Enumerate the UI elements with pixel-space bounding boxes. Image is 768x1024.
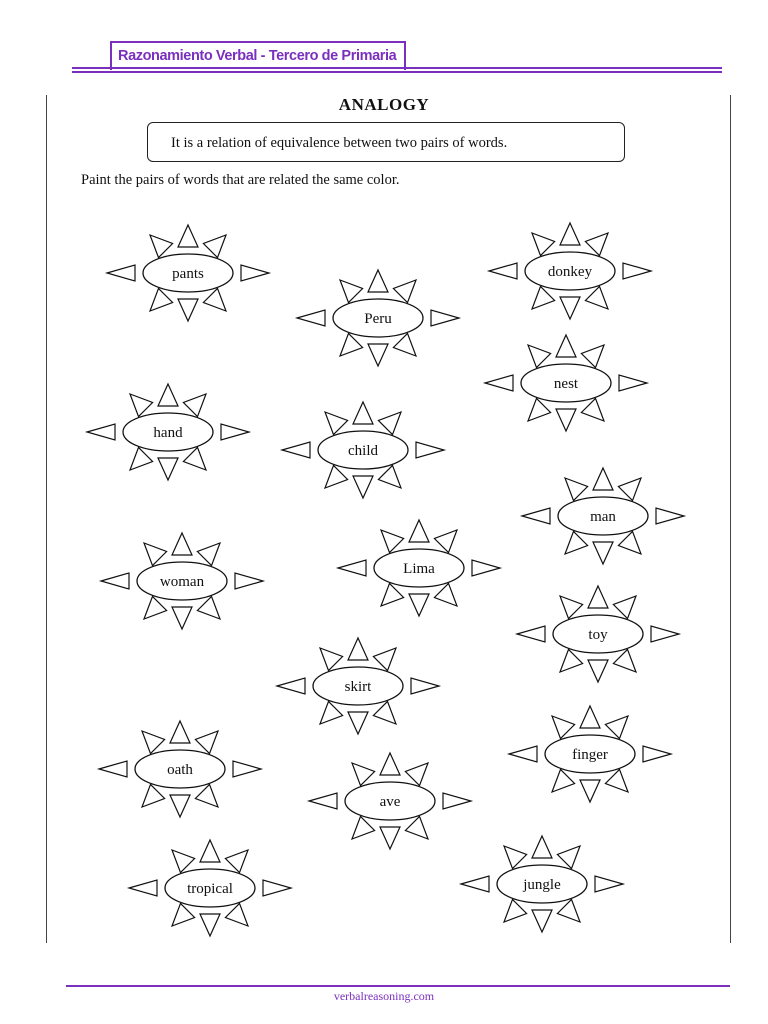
sun-ray-triangle bbox=[532, 836, 552, 858]
sun-word-figure[interactable] bbox=[517, 586, 679, 682]
sun-ray-triangle bbox=[552, 769, 575, 792]
sun-ray-triangle bbox=[158, 458, 178, 480]
sun-ray-triangle bbox=[197, 596, 220, 619]
sun-ray-triangle bbox=[178, 299, 198, 321]
sun-ray-triangle bbox=[373, 648, 396, 671]
sun-ray-triangle bbox=[504, 899, 527, 922]
sun-ray-triangle bbox=[585, 286, 608, 309]
sun-ray-triangle bbox=[378, 412, 401, 435]
sun-ray-triangle bbox=[130, 394, 153, 417]
sun-ray-triangle bbox=[368, 270, 388, 292]
sun-word-label: hand bbox=[153, 425, 183, 441]
sun-ray-triangle bbox=[656, 508, 684, 524]
sun-ray-triangle bbox=[348, 712, 368, 734]
sun-ray-triangle bbox=[142, 731, 165, 754]
sun-ray-triangle bbox=[509, 746, 537, 762]
sun-ray-triangle bbox=[532, 286, 555, 309]
sun-ray-triangle bbox=[172, 607, 192, 629]
sun-word-figure[interactable] bbox=[509, 706, 671, 802]
sun-ray-triangle bbox=[197, 543, 220, 566]
sun-ray-triangle bbox=[130, 447, 153, 470]
sun-ray-triangle bbox=[309, 793, 337, 809]
sun-ray-triangle bbox=[588, 586, 608, 608]
sun-ray-triangle bbox=[183, 447, 206, 470]
sun-ray-triangle bbox=[411, 678, 439, 694]
sun-ray-triangle bbox=[552, 716, 575, 739]
sun-ray-triangle bbox=[461, 876, 489, 892]
sun-ray-triangle bbox=[380, 827, 400, 849]
sun-ray-triangle bbox=[613, 596, 636, 619]
sun-ray-triangle bbox=[178, 225, 198, 247]
sun-ray-triangle bbox=[282, 442, 310, 458]
sun-ray-triangle bbox=[416, 442, 444, 458]
sun-ray-triangle bbox=[150, 288, 173, 311]
sun-ray-triangle bbox=[595, 876, 623, 892]
sun-ray-triangle bbox=[605, 716, 628, 739]
sun-word-label: child bbox=[348, 443, 378, 459]
sun-ray-triangle bbox=[200, 914, 220, 936]
sun-word-label: pants bbox=[172, 266, 204, 282]
sun-ray-triangle bbox=[556, 409, 576, 431]
sun-word-label: finger bbox=[572, 747, 608, 763]
sun-ray-triangle bbox=[593, 542, 613, 564]
sun-ray-triangle bbox=[221, 424, 249, 440]
sun-word-figure[interactable] bbox=[522, 468, 684, 564]
sun-ray-triangle bbox=[101, 573, 129, 589]
sun-ray-triangle bbox=[235, 573, 263, 589]
sun-ray-triangle bbox=[195, 731, 218, 754]
sun-ray-triangle bbox=[225, 903, 248, 926]
sun-ray-triangle bbox=[528, 398, 551, 421]
instruction-text: Paint the pairs of words that are related the same color. bbox=[81, 172, 400, 188]
sun-ray-triangle bbox=[203, 235, 226, 258]
sun-ray-triangle bbox=[605, 769, 628, 792]
sun-word-figure[interactable] bbox=[309, 753, 471, 849]
sun-ray-triangle bbox=[560, 223, 580, 245]
sun-ray-triangle bbox=[170, 721, 190, 743]
definition-text: It is a relation of equivalence between two pairs of words. bbox=[171, 135, 508, 151]
sun-ray-triangle bbox=[560, 596, 583, 619]
worksheet-title: ANALOGY bbox=[338, 95, 430, 114]
sun-ray-triangle bbox=[409, 594, 429, 616]
sun-ray-triangle bbox=[393, 280, 416, 303]
sun-ray-triangle bbox=[144, 596, 167, 619]
sun-ray-triangle bbox=[183, 394, 206, 417]
sun-word-figure[interactable] bbox=[461, 836, 623, 932]
sun-ray-triangle bbox=[593, 468, 613, 490]
sun-ray-triangle bbox=[144, 543, 167, 566]
footer-rule bbox=[66, 985, 730, 987]
sun-ray-triangle bbox=[431, 310, 459, 326]
sun-word-label: Peru bbox=[364, 311, 392, 327]
sun-word-label: oath bbox=[167, 762, 193, 778]
sun-ray-triangle bbox=[618, 531, 641, 554]
sun-ray-triangle bbox=[325, 412, 348, 435]
sun-ray-triangle bbox=[225, 850, 248, 873]
sun-ray-triangle bbox=[565, 531, 588, 554]
sun-ray-triangle bbox=[532, 233, 555, 256]
sun-ray-triangle bbox=[172, 533, 192, 555]
sun-ray-triangle bbox=[580, 706, 600, 728]
sun-ray-triangle bbox=[352, 816, 375, 839]
sun-ray-triangle bbox=[504, 846, 527, 869]
sun-ray-triangle bbox=[434, 530, 457, 553]
sun-word-figure[interactable] bbox=[101, 533, 263, 629]
sun-ray-triangle bbox=[325, 465, 348, 488]
sun-ray-triangle bbox=[381, 530, 404, 553]
sun-ray-triangle bbox=[393, 333, 416, 356]
sun-ray-triangle bbox=[195, 784, 218, 807]
sun-ray-triangle bbox=[588, 660, 608, 682]
sun-ray-triangle bbox=[623, 263, 651, 279]
sun-ray-triangle bbox=[560, 297, 580, 319]
sun-ray-triangle bbox=[528, 345, 551, 368]
sun-ray-triangle bbox=[353, 402, 373, 424]
sun-ray-triangle bbox=[277, 678, 305, 694]
sun-ray-triangle bbox=[263, 880, 291, 896]
sun-ray-triangle bbox=[643, 746, 671, 762]
sun-ray-triangle bbox=[581, 345, 604, 368]
sun-ray-triangle bbox=[405, 816, 428, 839]
sun-ray-triangle bbox=[340, 280, 363, 303]
sun-ray-triangle bbox=[129, 880, 157, 896]
sun-word-figure[interactable] bbox=[87, 384, 249, 480]
sun-ray-triangle bbox=[522, 508, 550, 524]
sun-ray-triangle bbox=[99, 761, 127, 777]
sun-word-label: Lima bbox=[403, 561, 435, 577]
sun-word-label: nest bbox=[553, 376, 579, 392]
sun-ray-triangle bbox=[517, 626, 545, 642]
sun-ray-triangle bbox=[348, 638, 368, 660]
sun-word-label: jungle bbox=[523, 877, 561, 893]
sun-ray-triangle bbox=[409, 520, 429, 542]
sun-ray-triangle bbox=[172, 850, 195, 873]
sun-ray-triangle bbox=[581, 398, 604, 421]
sun-ray-triangle bbox=[158, 384, 178, 406]
footer-website-link[interactable]: verbalreasoning.com bbox=[333, 989, 435, 1003]
sun-ray-triangle bbox=[352, 763, 375, 786]
sun-ray-triangle bbox=[170, 795, 190, 817]
sun-word-figure[interactable] bbox=[297, 270, 459, 366]
sun-ray-triangle bbox=[320, 701, 343, 724]
sun-ray-triangle bbox=[340, 333, 363, 356]
sun-ray-triangle bbox=[373, 701, 396, 724]
sun-word-label: woman bbox=[159, 574, 205, 590]
sun-word-label: man bbox=[590, 509, 616, 525]
sun-ray-triangle bbox=[107, 265, 135, 281]
sun-word-label: skirt bbox=[344, 679, 372, 695]
sun-ray-triangle bbox=[619, 375, 647, 391]
sun-ray-triangle bbox=[489, 263, 517, 279]
sun-ray-triangle bbox=[381, 583, 404, 606]
sun-ray-triangle bbox=[297, 310, 325, 326]
sun-ray-triangle bbox=[565, 478, 588, 501]
sun-ray-triangle bbox=[560, 649, 583, 672]
sun-ray-triangle bbox=[618, 478, 641, 501]
sun-word-figure[interactable] bbox=[277, 638, 439, 734]
sun-ray-triangle bbox=[241, 265, 269, 281]
sun-ray-triangle bbox=[472, 560, 500, 576]
sun-ray-triangle bbox=[378, 465, 401, 488]
sun-ray-triangle bbox=[142, 784, 165, 807]
sun-ray-triangle bbox=[380, 753, 400, 775]
sun-ray-triangle bbox=[353, 476, 373, 498]
sun-ray-triangle bbox=[613, 649, 636, 672]
sun-ray-triangle bbox=[150, 235, 173, 258]
sun-word-label: tropical bbox=[187, 881, 233, 897]
sun-ray-triangle bbox=[434, 583, 457, 606]
sun-word-label: donkey bbox=[547, 264, 593, 280]
sun-word-figure[interactable] bbox=[129, 840, 291, 936]
sun-ray-triangle bbox=[405, 763, 428, 786]
worksheet-header-title: Razonamiento Verbal - Tercero de Primaria bbox=[110, 41, 406, 70]
sun-word-label: ave bbox=[379, 794, 401, 810]
sun-word-figure[interactable] bbox=[99, 721, 261, 817]
sun-ray-triangle bbox=[200, 840, 220, 862]
sun-ray-triangle bbox=[443, 793, 471, 809]
sun-ray-triangle bbox=[368, 344, 388, 366]
sun-word-figure[interactable] bbox=[489, 223, 651, 319]
sun-ray-triangle bbox=[532, 910, 552, 932]
sun-ray-triangle bbox=[651, 626, 679, 642]
sun-ray-triangle bbox=[556, 335, 576, 357]
sun-ray-triangle bbox=[320, 648, 343, 671]
sun-ray-triangle bbox=[203, 288, 226, 311]
sun-word-label: toy bbox=[588, 627, 608, 643]
sun-ray-triangle bbox=[580, 780, 600, 802]
sun-ray-triangle bbox=[557, 899, 580, 922]
sun-word-figure[interactable] bbox=[107, 225, 269, 321]
sun-ray-triangle bbox=[585, 233, 608, 256]
sun-ray-triangle bbox=[485, 375, 513, 391]
sun-word-figure[interactable] bbox=[338, 520, 500, 616]
sun-ray-triangle bbox=[557, 846, 580, 869]
sun-ray-triangle bbox=[87, 424, 115, 440]
sun-ray-triangle bbox=[233, 761, 261, 777]
sun-word-figure[interactable] bbox=[485, 335, 647, 431]
sun-word-figure[interactable] bbox=[282, 402, 444, 498]
sun-ray-triangle bbox=[172, 903, 195, 926]
sun-ray-triangle bbox=[338, 560, 366, 576]
